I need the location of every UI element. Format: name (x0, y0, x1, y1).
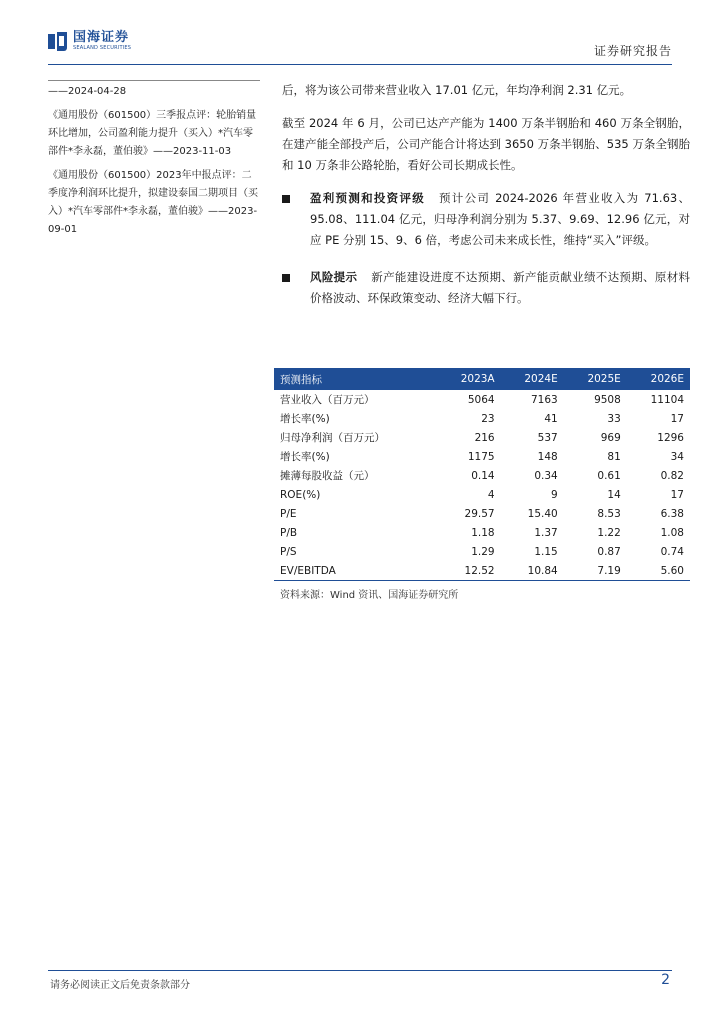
row-label-cell: 归母净利润（百万元） (280, 432, 385, 444)
row-label-cell: ROE(%) (280, 488, 321, 501)
value-cell: 81 (607, 450, 621, 463)
value-cell: 0.74 (660, 545, 684, 558)
report-body (282, 80, 690, 325)
table-header-row (274, 368, 690, 390)
column-header: 预测指标 (274, 368, 437, 390)
related-report-item: 《通用股份（601500）2023年中报点评：二季度净利润环比提升，拟建设泰国二期项目（买入）*汽车零部件*李永磊，董伯骏》——2023-09-01 (48, 170, 258, 235)
value-cell: 0.82 (660, 469, 684, 482)
value-cell: 17 (670, 488, 684, 501)
value-cell: 17 (670, 412, 684, 425)
value-cell: 0.34 (534, 469, 558, 482)
table-row (274, 447, 690, 466)
row-label-cell: P/S (280, 545, 297, 558)
table-row (274, 504, 690, 523)
value-cell: 34 (670, 450, 684, 463)
header-divider (48, 64, 672, 65)
value-cell: 1.37 (534, 526, 558, 539)
table-row (274, 485, 690, 504)
value-cell: 0.61 (597, 469, 621, 482)
value-cell: 1.22 (597, 526, 621, 539)
value-cell: 5.60 (627, 561, 690, 581)
column-header: 2026E (627, 368, 690, 390)
value-cell: 1.08 (660, 526, 684, 539)
column-header: 2024E (501, 368, 564, 390)
company-logo (48, 31, 131, 52)
risk-bullet (282, 267, 690, 309)
value-cell: 7.19 (564, 561, 627, 581)
bullet-title: 盈利预测和投资评级 (310, 191, 426, 205)
related-reports (48, 80, 260, 245)
value-cell: 148 (537, 450, 558, 463)
value-cell: 12.52 (437, 561, 501, 581)
value-cell: 33 (607, 412, 621, 425)
value-cell: 9 (551, 488, 558, 501)
table-row (274, 428, 690, 447)
table-row (274, 542, 690, 561)
value-cell: 5064 (467, 393, 495, 406)
row-label-cell: 营业收入（百万元） (280, 394, 375, 406)
rating-bullet (282, 188, 690, 251)
body-paragraph: 后，将为该公司带来营业收入 17.01 亿元，年均净利润 2.31 亿元。 (282, 83, 632, 97)
value-cell: 10.84 (501, 561, 564, 581)
row-label-cell: EV/EBITDA (274, 561, 437, 581)
value-cell: 1.29 (471, 545, 495, 558)
table-row (274, 390, 690, 409)
value-cell: 216 (474, 431, 495, 444)
bullet-title: 风险提示 (310, 270, 358, 284)
forecast-table (274, 368, 690, 581)
table-source-note: 资料来源：Wind 资讯、国海证券研究所 (280, 590, 459, 601)
logo-name-en: SEALAND SECURITIES (73, 45, 132, 51)
value-cell: 6.38 (660, 507, 684, 520)
value-cell: 9508 (594, 393, 621, 406)
value-cell: 8.53 (597, 507, 621, 520)
value-cell: 29.57 (464, 507, 495, 520)
row-label-cell: 增长率(%) (280, 451, 330, 463)
value-cell: 1296 (657, 431, 684, 444)
row-label-cell: P/B (280, 526, 298, 539)
value-cell: 537 (537, 431, 558, 444)
column-header: 2025E (564, 368, 627, 390)
related-report-item: 《通用股份（601500）三季报点评：轮胎销量环比增加，公司盈利能力提升（买入）*汽车零部件*李永磊，董伯骏》——2023-11-03 (48, 110, 257, 157)
left-divider (48, 80, 260, 81)
row-label-cell: P/E (280, 507, 297, 520)
column-header: 2023A (437, 368, 501, 390)
value-cell: 11104 (650, 393, 684, 406)
value-cell: 15.40 (527, 507, 558, 520)
value-cell: 969 (600, 431, 621, 444)
row-label-cell: 摊薄每股收益（元） (280, 470, 375, 482)
value-cell: 0.87 (597, 545, 621, 558)
value-cell: 41 (544, 412, 558, 425)
forecast-table-block (274, 368, 690, 601)
bullet-text: 预计公司 2024-2026 年营业收入为 71.63、95.08、111.04 亿元，归母净利润分别为 5.37、9.69、12.96 亿元，对应 PE 分别 15、9、6 倍，考虑公司未来成长性，维持“买入”评级。 (310, 191, 690, 247)
bullet-square-icon (282, 195, 290, 203)
logo-icon (48, 32, 68, 52)
value-cell: 14 (607, 488, 621, 501)
table-row (274, 409, 690, 428)
value-cell: 1.15 (534, 545, 558, 558)
disclaimer-note: 请务必阅读正文后免责条款部分 (50, 980, 190, 991)
body-paragraph: 截至 2024 年 6 月，公司已达产产能为 1400 万条半钢胎和 460 万条全钢胎，在建产能全部投产后，公司产能合计将达到 3650 万条半钢胎、535 万条全钢胎和 10 万条非公路轮胎，看好公司长期成长性。 (282, 116, 690, 172)
report-type-label: 证券研究报告 (593, 44, 672, 58)
related-report-item: ——2024-04-28 (48, 86, 127, 97)
value-cell: 1175 (467, 450, 495, 463)
bullet-text: 新产能建设进度不达预期、新产能贡献业绩不达预期、原材料价格波动、环保政策变动、经济大幅下行。 (310, 270, 691, 305)
logo-name-cn: 国海证券 (73, 30, 130, 45)
value-cell: 23 (481, 412, 495, 425)
page-number: 2 (661, 972, 670, 988)
value-cell: 1.18 (471, 526, 495, 539)
bullet-square-icon (282, 274, 290, 282)
footer-divider (48, 970, 672, 971)
table-row (274, 523, 690, 542)
row-label-cell: 增长率(%) (280, 413, 330, 425)
value-cell: 7163 (530, 393, 558, 406)
value-cell: 0.14 (471, 469, 495, 482)
table-row (274, 561, 690, 581)
table-row (274, 466, 690, 485)
value-cell: 4 (487, 488, 495, 501)
